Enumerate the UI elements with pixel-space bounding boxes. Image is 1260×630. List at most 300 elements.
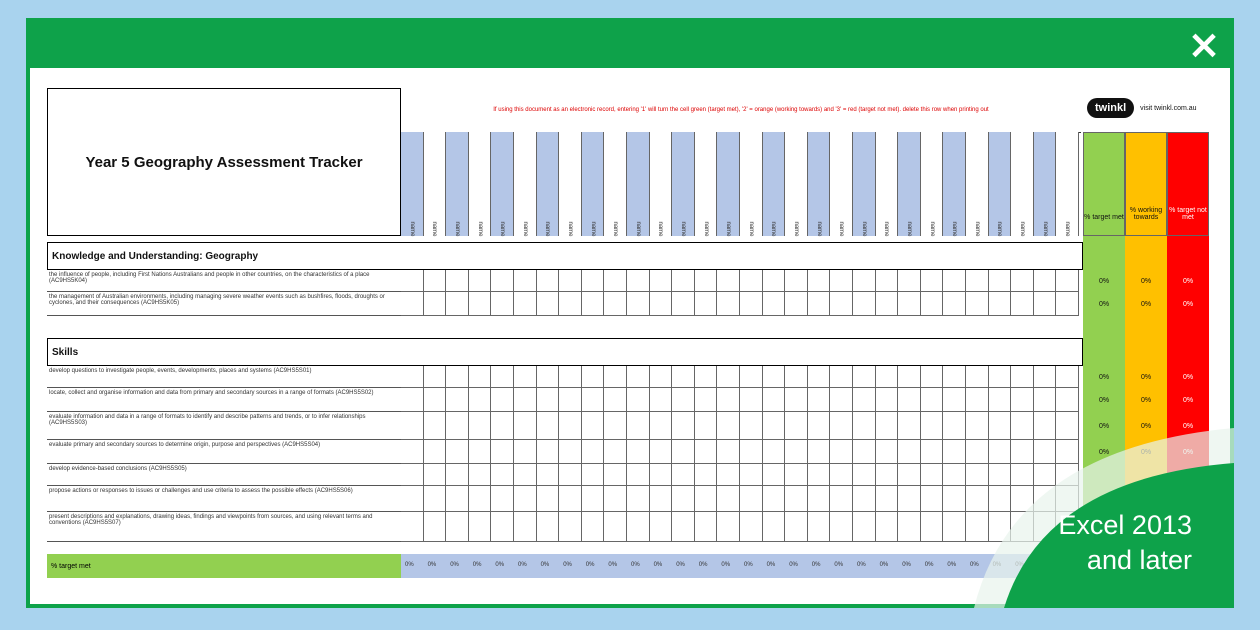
grade-cell[interactable] — [808, 388, 831, 412]
grade-cell[interactable] — [808, 366, 831, 388]
grade-cell[interactable] — [740, 440, 763, 464]
grade-cell[interactable] — [491, 412, 514, 440]
grade-cell[interactable] — [559, 486, 582, 512]
grade-cell[interactable] — [650, 292, 673, 316]
grade-cell[interactable] — [1034, 292, 1057, 316]
grade-cell[interactable] — [808, 464, 831, 486]
grade-cell[interactable] — [717, 292, 740, 316]
grade-cell[interactable] — [717, 388, 740, 412]
name-column[interactable] — [943, 132, 966, 236]
pct-value: 0% — [1140, 396, 1152, 404]
grade-cell[interactable] — [1011, 292, 1034, 316]
grade-cell[interactable] — [808, 486, 831, 512]
grade-cell[interactable] — [537, 388, 560, 412]
grade-cell[interactable] — [469, 486, 492, 512]
grade-cell[interactable] — [763, 486, 786, 512]
grade-cell[interactable] — [604, 366, 627, 388]
grade-cell[interactable] — [627, 464, 650, 486]
grade-cell[interactable] — [582, 512, 605, 542]
grade-cell[interactable] — [446, 366, 469, 388]
grade-cell[interactable] — [446, 440, 469, 464]
grade-cell[interactable] — [401, 486, 424, 512]
grade-cell[interactable] — [853, 464, 876, 486]
name-label: name — [408, 221, 415, 237]
grade-cell[interactable] — [491, 512, 514, 542]
badge-line-1: Excel 2013 — [1058, 510, 1192, 540]
grade-cell[interactable] — [424, 366, 447, 388]
grade-cell[interactable] — [514, 464, 537, 486]
grade-cell[interactable] — [830, 388, 853, 412]
grade-cell[interactable] — [898, 366, 921, 388]
grade-cell[interactable] — [514, 388, 537, 412]
grade-cell[interactable] — [446, 388, 469, 412]
name-label: name — [770, 221, 777, 237]
footer-value: 0% — [721, 562, 731, 568]
grade-cell[interactable] — [582, 270, 605, 292]
grade-cell[interactable] — [559, 440, 582, 464]
pct-value: 0% — [1182, 277, 1194, 285]
grade-cell[interactable] — [424, 388, 447, 412]
objective-row: locate, collect and organise information and data from primary and secondary sources in a range of formats (AC9HS5S02) — [47, 388, 401, 412]
grade-cell[interactable] — [604, 464, 627, 486]
grade-cell[interactable] — [672, 270, 695, 292]
grade-cell[interactable] — [401, 292, 424, 316]
grade-cell[interactable] — [830, 366, 853, 388]
grade-cell[interactable] — [424, 412, 447, 440]
grade-cell[interactable] — [876, 292, 899, 316]
name-column[interactable] — [401, 132, 424, 236]
pct-value: 0% — [1182, 373, 1194, 381]
grade-cell[interactable] — [469, 464, 492, 486]
grade-cell[interactable] — [446, 292, 469, 316]
grade-cell[interactable] — [401, 512, 424, 542]
grade-cell[interactable] — [650, 270, 673, 292]
grade-cell[interactable] — [966, 270, 989, 292]
grade-cell[interactable] — [469, 366, 492, 388]
grade-cell[interactable] — [853, 270, 876, 292]
footer-value: 0% — [585, 562, 595, 568]
grade-cell[interactable] — [537, 440, 560, 464]
name-column[interactable] — [1056, 132, 1079, 236]
grade-cell[interactable] — [876, 366, 899, 388]
grade-cell[interactable] — [785, 512, 808, 542]
name-column[interactable] — [604, 132, 627, 236]
footer-value: 0% — [631, 562, 640, 568]
name-column[interactable] — [695, 132, 718, 236]
grade-cell[interactable] — [740, 486, 763, 512]
grade-cell[interactable] — [695, 440, 718, 464]
grade-cell[interactable] — [921, 270, 944, 292]
grade-cell[interactable] — [650, 512, 673, 542]
grade-cell[interactable] — [830, 292, 853, 316]
name-column[interactable] — [830, 132, 853, 236]
grade-cell[interactable] — [785, 292, 808, 316]
grade-cell[interactable] — [898, 388, 921, 412]
name-column[interactable] — [672, 132, 695, 236]
page-title: Year 5 Geography Assessment Tracker — [85, 153, 363, 171]
grade-cell[interactable] — [514, 440, 537, 464]
name-column[interactable] — [898, 132, 921, 236]
badge-text — [1058, 508, 1192, 578]
grade-cell[interactable] — [876, 412, 899, 440]
grade-cell[interactable] — [717, 366, 740, 388]
grade-cell[interactable] — [491, 366, 514, 388]
objective-row: the management of Australian environments, including managing severe weather events such as bushfires, floods, droughts or cyclones, and their consequences (AC9HS5K05) — [47, 292, 401, 316]
name-label: name — [566, 221, 573, 237]
name-label: name — [679, 221, 686, 237]
grade-cell[interactable] — [876, 464, 899, 486]
name-label: name — [973, 221, 980, 237]
grade-cell[interactable] — [898, 440, 921, 464]
pct-value: 0% — [1098, 396, 1110, 404]
grade-cell[interactable] — [763, 388, 786, 412]
grade-cell[interactable] — [853, 388, 876, 412]
grade-cell[interactable] — [695, 412, 718, 440]
name-column[interactable] — [650, 132, 673, 236]
grade-cell[interactable] — [989, 270, 1012, 292]
grade-cell[interactable] — [1056, 292, 1079, 316]
grade-cell[interactable] — [921, 292, 944, 316]
name-column[interactable] — [446, 132, 469, 236]
grade-cell[interactable] — [1011, 270, 1034, 292]
grade-cell[interactable] — [491, 292, 514, 316]
pct-header: % target met — [1083, 132, 1125, 236]
grade-cell[interactable] — [853, 486, 876, 512]
name-column[interactable] — [763, 132, 786, 236]
grade-cell[interactable] — [740, 388, 763, 412]
section-header: Knowledge and Understanding: Geography — [47, 242, 1083, 270]
grade-cell[interactable] — [740, 464, 763, 486]
grade-cell[interactable] — [514, 270, 537, 292]
grade-cell[interactable] — [604, 512, 627, 542]
grade-cell[interactable] — [830, 412, 853, 440]
grade-cell[interactable] — [627, 412, 650, 440]
logo-brand: twinkl — [1087, 98, 1134, 118]
grade-cell[interactable] — [672, 292, 695, 316]
grade-cell[interactable] — [717, 440, 740, 464]
grade-cell[interactable] — [898, 270, 921, 292]
grade-cell[interactable] — [559, 270, 582, 292]
grade-cell[interactable] — [537, 270, 560, 292]
grade-cell[interactable] — [469, 440, 492, 464]
grade-cell[interactable] — [672, 440, 695, 464]
grade-cell[interactable] — [1034, 270, 1057, 292]
name-label: name — [476, 221, 483, 237]
grade-cell[interactable] — [650, 440, 673, 464]
grade-cell[interactable] — [559, 412, 582, 440]
grade-cell[interactable] — [785, 270, 808, 292]
grade-cell[interactable] — [446, 512, 469, 542]
name-column[interactable] — [559, 132, 582, 236]
grade-cell[interactable] — [876, 388, 899, 412]
grade-cell[interactable] — [446, 412, 469, 440]
grade-cell[interactable] — [943, 270, 966, 292]
grade-cell[interactable] — [1056, 270, 1079, 292]
grade-cell[interactable] — [763, 292, 786, 316]
grade-cell[interactable] — [446, 464, 469, 486]
grade-cell[interactable] — [966, 292, 989, 316]
grade-cell[interactable] — [672, 464, 695, 486]
footer-value: 0% — [970, 562, 979, 568]
grade-cell[interactable] — [898, 464, 921, 486]
grade-cell[interactable] — [740, 270, 763, 292]
badge-line-2: and later — [1086, 545, 1192, 575]
grade-cell[interactable] — [469, 292, 492, 316]
grade-cell[interactable] — [401, 440, 424, 464]
grade-cell[interactable] — [876, 512, 899, 542]
grade-cell[interactable] — [469, 412, 492, 440]
grade-cell[interactable] — [898, 512, 921, 542]
footer-value: 0% — [789, 562, 798, 568]
grade-cell[interactable] — [514, 412, 537, 440]
name-column[interactable] — [1034, 132, 1057, 236]
grade-cell[interactable] — [717, 412, 740, 440]
grade-cell[interactable] — [559, 292, 582, 316]
grade-cell[interactable] — [785, 440, 808, 464]
grade-cell[interactable] — [627, 388, 650, 412]
grade-cell[interactable] — [559, 388, 582, 412]
name-label: name — [792, 221, 799, 237]
grade-cell[interactable] — [514, 486, 537, 512]
app-frame — [26, 18, 1234, 608]
grade-cell[interactable] — [785, 486, 808, 512]
grade-cell[interactable] — [672, 366, 695, 388]
grade-cell[interactable] — [853, 440, 876, 464]
grade-cell[interactable] — [491, 440, 514, 464]
grade-cell[interactable] — [537, 412, 560, 440]
grade-cell[interactable] — [650, 388, 673, 412]
grade-cell[interactable] — [672, 388, 695, 412]
objective-row: present descriptions and explanations, drawing ideas, findings and viewpoints from sources, and using relevant terms and conventions (AC9HS5S07) — [47, 512, 401, 542]
grade-cell[interactable] — [672, 412, 695, 440]
grade-cell[interactable] — [424, 440, 447, 464]
grade-cell[interactable] — [582, 486, 605, 512]
grade-cell[interactable] — [491, 486, 514, 512]
grade-cell[interactable] — [717, 464, 740, 486]
footer-label: % target met — [47, 554, 401, 578]
name-column[interactable] — [989, 132, 1012, 236]
grade-cell[interactable] — [604, 388, 627, 412]
grade-cell[interactable] — [604, 292, 627, 316]
grade-cell[interactable] — [446, 486, 469, 512]
grade-cell[interactable] — [469, 512, 492, 542]
grade-cell[interactable] — [717, 486, 740, 512]
grade-cell[interactable] — [830, 270, 853, 292]
name-column[interactable] — [491, 132, 514, 236]
grade-cell[interactable] — [717, 512, 740, 542]
name-column[interactable] — [921, 132, 944, 236]
grade-cell[interactable] — [672, 512, 695, 542]
objective-row: develop questions to investigate people, events, developments, places and systems (AC9HS5S01) — [47, 366, 401, 388]
grade-cell[interactable] — [695, 388, 718, 412]
grade-cell[interactable] — [537, 366, 560, 388]
objective-row: evaluate primary and secondary sources to determine origin, purpose and perspectives (AC9HS5S04) — [47, 440, 401, 464]
grade-cell[interactable] — [853, 366, 876, 388]
grade-cell[interactable] — [401, 366, 424, 388]
grade-cell[interactable] — [808, 412, 831, 440]
name-column[interactable] — [627, 132, 650, 236]
grade-cell[interactable] — [514, 512, 537, 542]
close-icon[interactable]: × — [1187, 22, 1221, 68]
grade-cell[interactable] — [559, 366, 582, 388]
grade-cell[interactable] — [695, 292, 718, 316]
grade-cell[interactable] — [695, 270, 718, 292]
name-column[interactable] — [785, 132, 808, 236]
grade-cell[interactable] — [559, 464, 582, 486]
grade-cell[interactable] — [763, 366, 786, 388]
grade-cell[interactable] — [491, 388, 514, 412]
grade-cell[interactable] — [763, 464, 786, 486]
grade-cell[interactable] — [763, 270, 786, 292]
name-label: name — [612, 221, 619, 237]
grade-cell[interactable] — [695, 366, 718, 388]
grade-cell[interactable] — [808, 440, 831, 464]
grade-cell[interactable] — [876, 440, 899, 464]
grade-cell[interactable] — [853, 292, 876, 316]
grade-cell[interactable] — [763, 512, 786, 542]
grade-cell[interactable] — [989, 292, 1012, 316]
grade-cell[interactable] — [650, 464, 673, 486]
name-column[interactable] — [808, 132, 831, 236]
grade-cell[interactable] — [876, 486, 899, 512]
grade-cell[interactable] — [401, 270, 424, 292]
grade-cell[interactable] — [853, 412, 876, 440]
grade-cell[interactable] — [604, 270, 627, 292]
grade-cell[interactable] — [808, 512, 831, 542]
grade-cell[interactable] — [582, 292, 605, 316]
grade-cell[interactable] — [650, 486, 673, 512]
grade-cell[interactable] — [650, 366, 673, 388]
grade-cell[interactable] — [717, 270, 740, 292]
grade-cell[interactable] — [582, 464, 605, 486]
grade-cell[interactable] — [785, 464, 808, 486]
grade-cell[interactable] — [695, 464, 718, 486]
grade-cell[interactable] — [424, 512, 447, 542]
grade-cell[interactable] — [424, 270, 447, 292]
grade-cell[interactable] — [514, 292, 537, 316]
pct-value: 0% — [1098, 373, 1110, 381]
pct-value: 0% — [1098, 300, 1110, 308]
grade-cell[interactable] — [627, 512, 650, 542]
grade-cell[interactable] — [469, 388, 492, 412]
grade-cell[interactable] — [582, 440, 605, 464]
grade-cell[interactable] — [401, 388, 424, 412]
grade-cell[interactable] — [830, 486, 853, 512]
footer-value: 0% — [744, 562, 753, 568]
grade-cell[interactable] — [740, 366, 763, 388]
name-label: name — [589, 221, 596, 237]
grade-cell[interactable] — [785, 412, 808, 440]
grade-cell[interactable] — [672, 486, 695, 512]
grade-cell[interactable] — [740, 412, 763, 440]
grade-cell[interactable] — [424, 486, 447, 512]
grade-cell[interactable] — [537, 292, 560, 316]
footer-value: 0% — [924, 562, 934, 568]
name-column[interactable] — [582, 132, 605, 236]
grade-cell[interactable] — [650, 412, 673, 440]
grade-cell[interactable] — [695, 512, 718, 542]
name-column[interactable] — [537, 132, 560, 236]
grade-cell[interactable] — [785, 366, 808, 388]
grade-cell[interactable] — [537, 512, 560, 542]
grade-cell[interactable] — [604, 440, 627, 464]
footer-value: 0% — [495, 562, 505, 568]
name-column[interactable] — [966, 132, 989, 236]
grade-cell[interactable] — [830, 512, 853, 542]
footer-value: 0% — [902, 562, 911, 568]
grade-cell[interactable] — [582, 366, 605, 388]
grade-cell[interactable] — [446, 270, 469, 292]
grade-cell[interactable] — [830, 464, 853, 486]
grade-cell[interactable] — [898, 292, 921, 316]
name-column[interactable] — [853, 132, 876, 236]
objective-row: evaluate information and data in a range of formats to identify and describe patterns and trends, or to infer relationships (AC9HS5S03) — [47, 412, 401, 440]
pct-header: % working towards — [1125, 132, 1167, 236]
name-column[interactable] — [876, 132, 899, 236]
grade-cell[interactable] — [740, 512, 763, 542]
grade-cell[interactable] — [876, 270, 899, 292]
grade-cell[interactable] — [898, 486, 921, 512]
name-label: name — [747, 221, 754, 237]
grade-cell[interactable] — [604, 486, 627, 512]
grade-cell[interactable] — [763, 440, 786, 464]
grade-cell[interactable] — [763, 412, 786, 440]
grade-cell[interactable] — [627, 366, 650, 388]
name-column[interactable] — [740, 132, 763, 236]
grade-cell[interactable] — [401, 464, 424, 486]
pct-value: 0% — [1098, 448, 1110, 456]
grade-cell[interactable] — [559, 512, 582, 542]
footer-value: 0% — [879, 562, 889, 568]
grade-cell[interactable] — [582, 388, 605, 412]
grade-cell[interactable] — [830, 440, 853, 464]
grade-cell[interactable] — [627, 270, 650, 292]
grade-cell[interactable] — [401, 412, 424, 440]
name-column[interactable] — [424, 132, 447, 236]
footer-value: 0% — [563, 562, 572, 568]
pct-header: % target not met — [1167, 132, 1209, 236]
grade-cell[interactable] — [943, 292, 966, 316]
grade-cell[interactable] — [627, 440, 650, 464]
twinkl-logo — [1087, 98, 1197, 118]
grade-cell[interactable] — [740, 292, 763, 316]
grade-cell[interactable] — [582, 412, 605, 440]
grade-cell[interactable] — [491, 464, 514, 486]
name-label: name — [905, 221, 912, 237]
grade-cell[interactable] — [469, 270, 492, 292]
name-column[interactable] — [514, 132, 537, 236]
grade-cell[interactable] — [898, 412, 921, 440]
grade-cell[interactable] — [604, 412, 627, 440]
grade-cell[interactable] — [424, 464, 447, 486]
grade-cell[interactable] — [627, 486, 650, 512]
name-column[interactable] — [1011, 132, 1034, 236]
grade-cell[interactable] — [537, 464, 560, 486]
grade-cell[interactable] — [491, 270, 514, 292]
grade-cell[interactable] — [627, 292, 650, 316]
grade-cell[interactable] — [695, 486, 718, 512]
grade-cell[interactable] — [808, 292, 831, 316]
grade-cell[interactable] — [808, 270, 831, 292]
grade-cell[interactable] — [424, 292, 447, 316]
grade-cell[interactable] — [514, 366, 537, 388]
name-column[interactable] — [469, 132, 492, 236]
name-label: name — [725, 221, 732, 237]
grade-cell[interactable] — [785, 388, 808, 412]
grade-cell[interactable] — [537, 486, 560, 512]
name-column[interactable] — [717, 132, 740, 236]
grade-cell[interactable] — [853, 512, 876, 542]
